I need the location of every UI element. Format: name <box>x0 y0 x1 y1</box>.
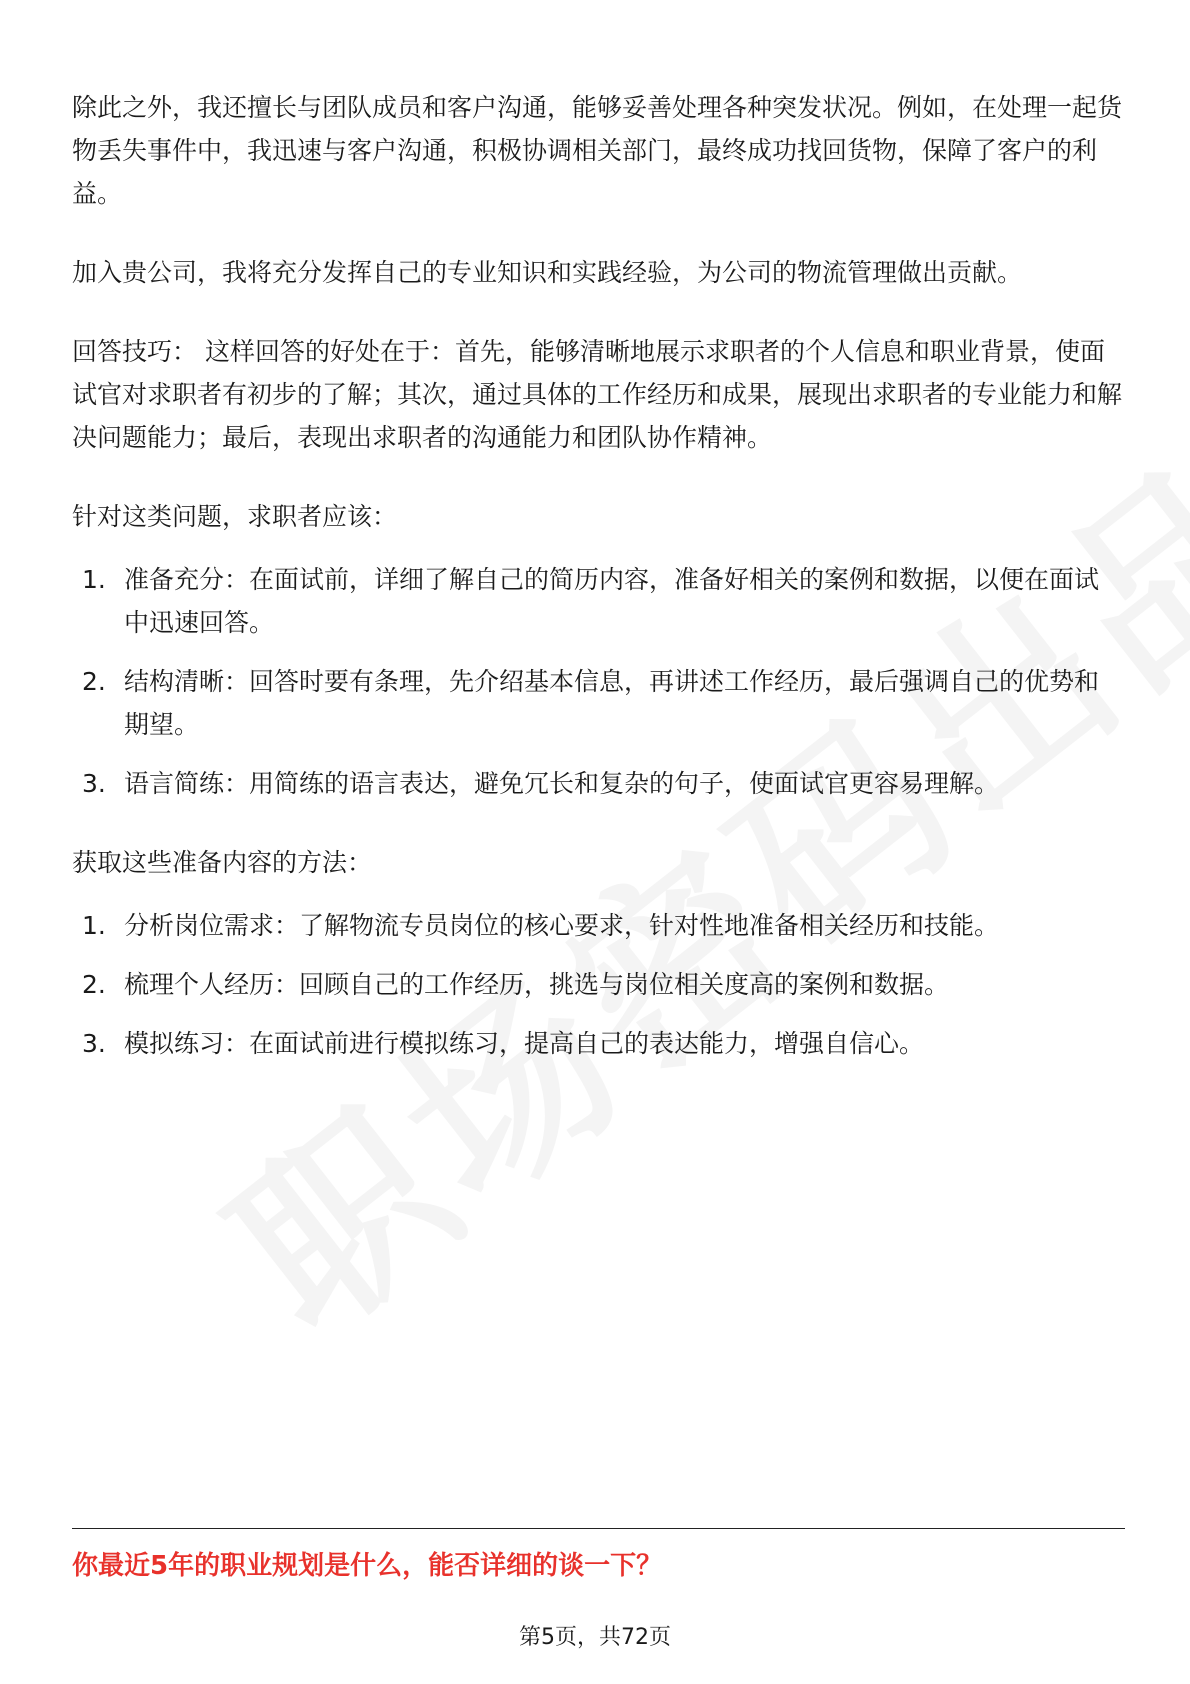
list-number: 3. <box>82 1029 106 1058</box>
list-text: 准备充分：在面试前，详细了解自己的简历内容，准备好相关的案例和数据，以便在面试中迅速回答。 <box>124 565 1100 637</box>
next-question-heading: 你最近5年的职业规划是什么，能否详细的谈一下？ <box>72 1551 663 1581</box>
list-item <box>72 963 1122 1006</box>
section-divider <box>72 1528 1125 1529</box>
list-item <box>72 660 1122 746</box>
preparation-list <box>72 558 1122 805</box>
list-text: 模拟练习：在面试前进行模拟练习，提高自己的表达能力，增强自信心。 <box>124 1029 925 1058</box>
page-number: 第5页，共72页 <box>519 1625 671 1650</box>
list-number: 1. <box>82 565 106 594</box>
list-text: 语言简练：用简练的语言表达，避免冗长和复杂的句子，使面试官更容易理解。 <box>124 769 1000 798</box>
list-item <box>72 904 1122 947</box>
list-text: 结构清晰：回答时要有条理，先介绍基本信息，再讲述工作经历，最后强调自己的优势和期望。 <box>124 667 1100 739</box>
methods-list <box>72 904 1122 1065</box>
list-number: 2. <box>82 970 106 999</box>
list-item <box>72 1022 1122 1065</box>
paragraph-answer-tips: 回答技巧： 这样回答的好处在于：首先，能够清晰地展示求职者的个人信息和职业背景，使面试官对求职者有初步的了解；其次，通过具体的工作经历和成果，展现出求职者的专业能力和解决问题能力；最后，表现出求职者的沟通能力和团队协作精神。 <box>72 337 1123 452</box>
document-body <box>72 86 1122 1065</box>
paragraph-methods: 获取这些准备内容的方法： <box>72 848 373 877</box>
list-number: 2. <box>82 667 106 696</box>
list-item <box>72 558 1122 644</box>
paragraph-should-do: 针对这类问题，求职者应该： <box>72 502 398 531</box>
paragraph-communication: 除此之外，我还擅长与团队成员和客户沟通，能够妥善处理各种突发状况。例如，在处理一起货物丢失事件中，我迅速与客户沟通，积极协调相关部门，最终成功找回货物，保障了客户的利益。 <box>72 93 1123 208</box>
paragraph-join-company: 加入贵公司，我将充分发挥自己的专业知识和实践经验，为公司的物流管理做出贡献。 <box>72 258 1023 287</box>
list-item <box>72 762 1122 805</box>
list-number: 3. <box>82 769 106 798</box>
list-number: 1. <box>82 911 106 940</box>
list-text: 梳理个人经历：回顾自己的工作经历，挑选与岗位相关度高的案例和数据。 <box>124 970 950 999</box>
list-text: 分析岗位需求：了解物流专员岗位的核心要求，针对性地准备相关经历和技能。 <box>124 911 1000 940</box>
